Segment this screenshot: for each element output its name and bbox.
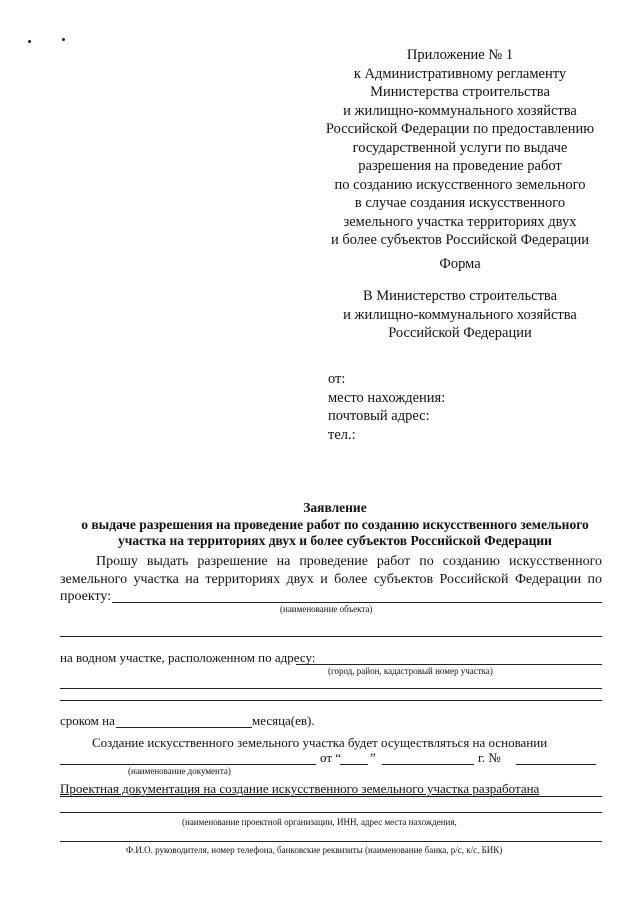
address-caption: (город, район, кадастровый номер участка) <box>328 666 493 676</box>
design-org-field[interactable] <box>60 812 602 813</box>
form-label: Форма <box>439 256 481 272</box>
document-name-field[interactable] <box>60 764 316 765</box>
request-line: Прошу выдать разрешение на проведение работ по созданию искусственного <box>96 554 602 569</box>
fill-line[interactable] <box>60 688 602 689</box>
appendix-line: к Административному регламенту <box>353 65 567 82</box>
appendix-line: Российской Федерации по предоставлению <box>325 121 595 137</box>
document-number-field[interactable] <box>516 764 596 765</box>
location-label: место нахождения: <box>328 389 446 406</box>
appendix-line: по созданию искусственного земельного <box>334 176 586 193</box>
scan-speck <box>62 38 65 41</box>
appendix-line: и более субъектов Российской Федерации <box>330 232 590 248</box>
addressee-line: и жилищно-коммунального хозяйства <box>343 306 577 323</box>
basis-label: Создание искусственного земельного участка будет осуществляться на основании <box>92 735 548 750</box>
object-caption: (наименование объекта) <box>280 604 373 614</box>
org-caption: (наименование проектной организации, ИНН, адрес места нахождения, <box>182 817 457 827</box>
phone-label: тел.: <box>328 426 356 443</box>
date-day-field[interactable] <box>340 764 368 765</box>
fill-line[interactable] <box>60 636 602 637</box>
applicant-block <box>328 370 445 444</box>
address-field[interactable] <box>296 664 602 665</box>
appendix-line: разрешения на проведение работ <box>358 158 562 174</box>
appendix-line: и жилищно-коммунального хозяйства <box>343 102 577 119</box>
head-caption: Ф.И.О. руководителя, номер телефона, банковские реквизиты (наименование банка, р/с, к/с, БИК) <box>126 845 503 855</box>
title-line: участка на территориях двух и более субъектов Российской Федерации <box>118 533 552 548</box>
postal-label: почтовый адрес: <box>328 408 430 424</box>
date-from-label: от “ <box>320 750 342 765</box>
appendix-line: Министерства строительства <box>370 84 550 100</box>
scan-speck <box>28 40 31 43</box>
addressee-line: Российской Федерации <box>388 325 532 341</box>
head-details-field[interactable] <box>60 841 602 842</box>
water-plot-label: на водном участке, расположенном по адресу: <box>60 650 316 665</box>
term-prefix: сроком на <box>60 713 115 728</box>
appendix-header <box>300 46 620 250</box>
document-title <box>40 500 630 550</box>
project-docs-label: Проектная документация на создание искусственного земельного участка разработана <box>60 781 540 796</box>
fill-line[interactable] <box>60 796 602 797</box>
appendix-line: земельного участка территориях двух <box>343 213 577 230</box>
document-caption: (наименование документа) <box>128 766 231 776</box>
addressee-block <box>300 287 620 343</box>
quote-close: ” <box>370 750 376 765</box>
year-number-label: г. № <box>478 750 501 765</box>
date-month-field[interactable] <box>382 764 474 765</box>
term-field[interactable] <box>116 727 252 728</box>
addressee-line: В Министерство строительства <box>362 288 557 304</box>
appendix-line: Приложение № 1 <box>406 47 514 63</box>
title-line: о выдаче разрешения на проведение работ по созданию искусственного земельного <box>81 516 589 532</box>
request-paragraph <box>60 553 602 606</box>
term-suffix: месяца(ев). <box>252 713 315 728</box>
request-line: проекту: <box>60 589 112 604</box>
appendix-line: государственной услуги по выдаче <box>352 139 568 156</box>
fill-line[interactable] <box>60 700 602 701</box>
from-label: от: <box>328 371 346 387</box>
request-line: земельного участка на территориях двух и более субъектов Российской Федерации по <box>60 571 602 587</box>
project-name-field[interactable] <box>112 602 602 603</box>
appendix-line: в случае создания искусственного <box>354 195 566 211</box>
title-line: Заявление <box>303 500 367 515</box>
